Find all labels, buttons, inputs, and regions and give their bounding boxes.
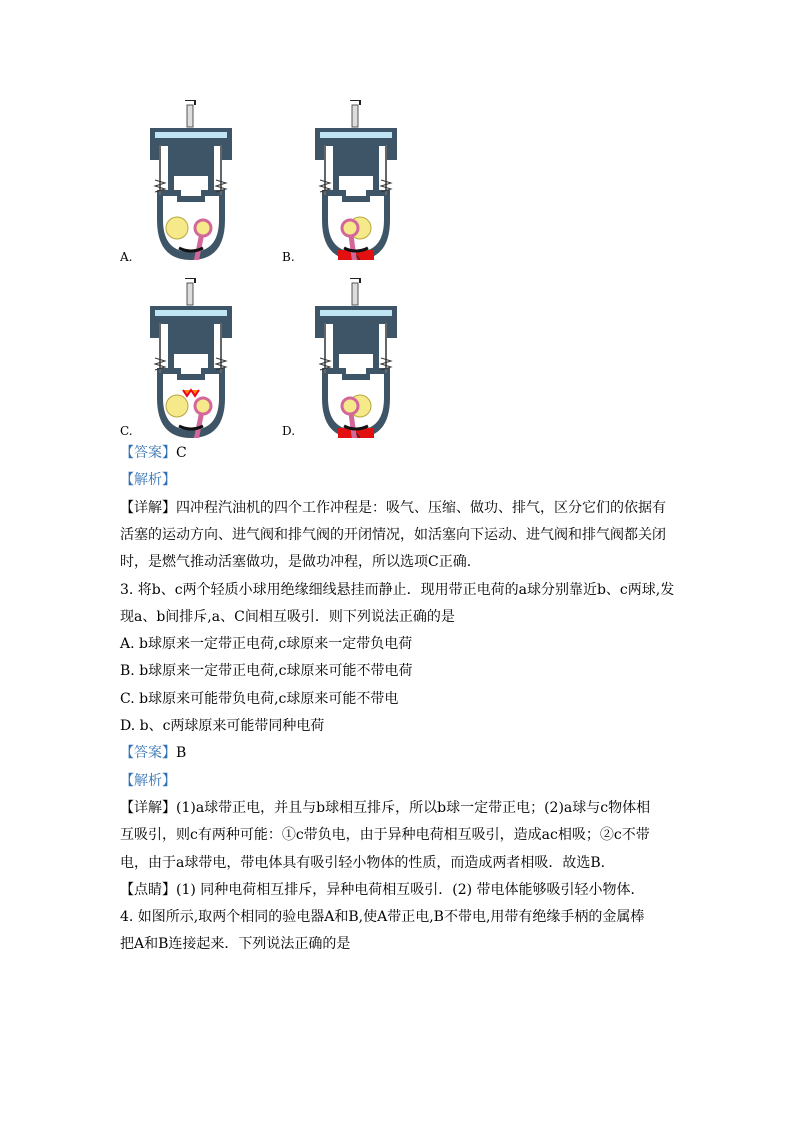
section-tag: 【解析】	[120, 772, 176, 789]
line-text: D. b、c两球原来可能带同种电荷	[120, 718, 325, 734]
line-text: 互吸引，则c有两种可能：①c带负电，由于异种电荷相互吸引，造成ac相吸；②c不带	[120, 827, 650, 844]
figure-label: C.	[120, 424, 133, 438]
engine-stroke-diagram	[135, 100, 247, 260]
line-text: 4. 如图所示,取两个相同的验电器A和B,使A带正电,B不带电,用带有绝缘手柄的金属棒	[120, 909, 645, 926]
line-text: A. b球原来一定带正电荷,c球原来一定带负电荷	[120, 636, 413, 653]
text-line	[120, 825, 650, 845]
section-tag: 【答案】	[120, 445, 176, 461]
text-line	[120, 771, 176, 791]
engine-stroke-diagram	[300, 278, 412, 438]
line-text: 四冲程汽油机的四个工作冲程是：吸气、压缩、做功、排气，区分它们的依据有	[176, 499, 666, 516]
text-line	[120, 498, 666, 518]
line-text: (1) 同种电荷相互排斥，异种电荷相互吸引．(2) 带电体能够吸引轻小物体．	[176, 881, 645, 898]
text-line	[120, 661, 412, 681]
line-text: 时，是燃气推动活塞做功，是做功冲程，所以选项C正确.	[120, 554, 472, 571]
engine-stroke-diagram	[300, 100, 412, 260]
section-tag: 【详解】	[120, 799, 176, 816]
text-line	[120, 853, 605, 873]
line-text: (1)a球带正电，并且与b球相互排斥，所以b球一定带正电；(2)a球与c物体相	[176, 799, 651, 816]
text-line	[120, 525, 666, 545]
line-text: 现a、b间排斥,a、C间相互吸引．则下列说法正确的是	[120, 608, 455, 625]
text-line	[120, 607, 455, 627]
line-text: B. b球原来一定带正电荷,c球原来可能不带电荷	[120, 663, 413, 680]
text-line	[120, 934, 350, 954]
text-line	[120, 880, 645, 900]
text-line	[120, 907, 644, 927]
text-line	[120, 580, 674, 600]
line-text: C. b球原来可能带负电荷,c球原来可能不带电	[120, 690, 399, 707]
line-text: B	[176, 745, 187, 762]
line-text: 电，由于a球带电，带电体具有吸引轻小物体的性质，而造成两者相吸．故选B.	[120, 854, 606, 871]
figure-label: A.	[120, 250, 133, 264]
section-tag: 【点睛】	[120, 881, 176, 898]
line-text: C	[176, 445, 187, 461]
engine-stroke-diagram	[135, 278, 247, 438]
text-line	[120, 634, 412, 654]
line-text: 把A和B连接起来．下列说法正确的是	[120, 936, 351, 953]
text-line	[120, 689, 398, 709]
text-line	[120, 716, 324, 736]
text-line	[120, 443, 187, 463]
section-tag: 【答案】	[120, 745, 176, 762]
section-tag: 【详解】	[120, 499, 176, 516]
text-line	[120, 743, 186, 763]
line-text: 3. 将b、c两个轻质小球用绝缘细线悬挂而静止．现用带正电荷的a球分别靠近b、c两球,发	[120, 581, 675, 598]
line-text: 活塞的运动方向、进气阀和排气阀的开闭情况，如活塞向下运动、进气阀和排气阀都关闭	[120, 526, 666, 543]
text-line	[120, 798, 650, 818]
figure-label: D.	[282, 424, 296, 438]
text-line	[120, 552, 471, 572]
figure-label: B.	[282, 250, 295, 264]
section-tag: 【解析】	[120, 472, 176, 489]
text-line	[120, 470, 176, 490]
